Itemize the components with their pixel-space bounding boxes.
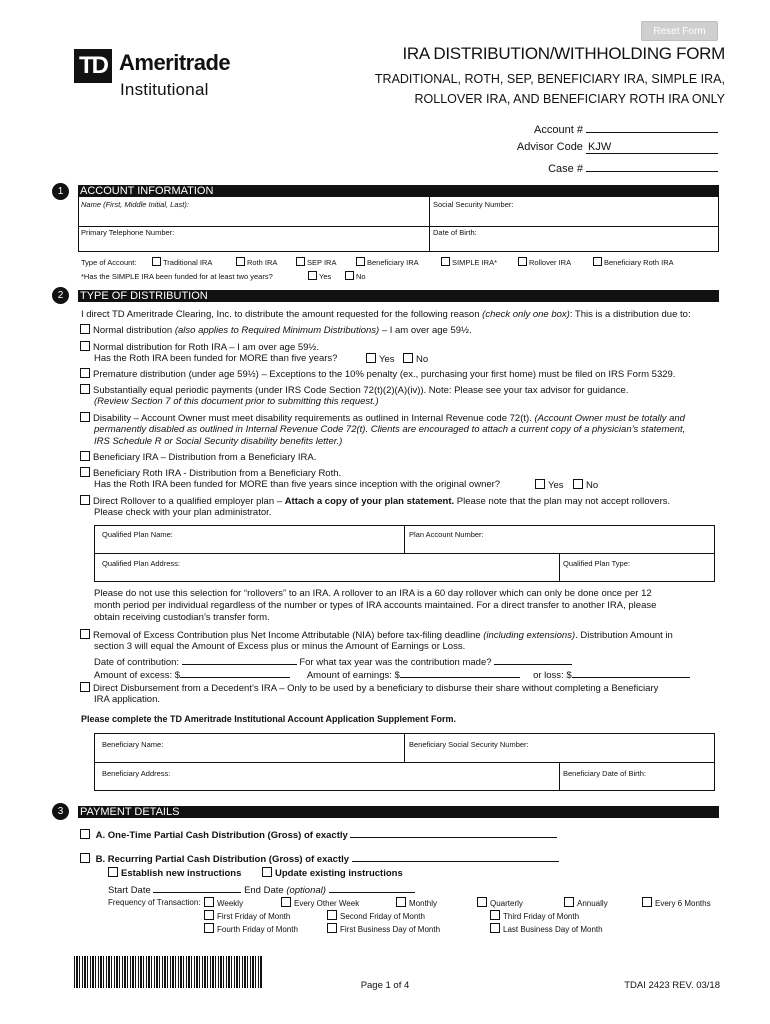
checkbox[interactable] bbox=[490, 923, 500, 933]
start-date-field[interactable] bbox=[153, 882, 241, 893]
text: Update existing instructions bbox=[275, 868, 403, 879]
advisor-code-label: Advisor Code bbox=[516, 141, 583, 153]
simple-yes[interactable] bbox=[308, 271, 331, 281]
loss-field[interactable] bbox=[572, 667, 690, 678]
checkbox[interactable] bbox=[296, 257, 305, 266]
type-label: Rollover IRA bbox=[529, 258, 572, 267]
no-label: No bbox=[586, 480, 599, 491]
text: Has the Roth IRA been funded for MORE than five years? bbox=[94, 353, 338, 364]
subst-note bbox=[94, 396, 379, 408]
case-number-field[interactable] bbox=[586, 161, 718, 172]
text: Please note that the plan may not accept rollovers. bbox=[454, 496, 671, 507]
opt-update[interactable] bbox=[262, 867, 403, 880]
checkbox[interactable] bbox=[80, 829, 90, 839]
text: IRS Schedule R or Social Security disability benefits letter.) bbox=[94, 436, 343, 447]
broth-no[interactable] bbox=[573, 479, 598, 492]
beneficiary-name-field[interactable]: Beneficiary Name: bbox=[102, 740, 164, 749]
checkbox[interactable] bbox=[366, 353, 376, 363]
checkbox[interactable] bbox=[327, 923, 337, 933]
checkbox[interactable] bbox=[441, 257, 450, 266]
roth-no[interactable] bbox=[403, 353, 428, 366]
section-3-header: PAYMENT DETAILS bbox=[78, 806, 719, 818]
type-traditional[interactable] bbox=[152, 257, 212, 267]
checkbox[interactable] bbox=[518, 257, 527, 266]
section-1-header: ACCOUNT INFORMATION bbox=[78, 185, 719, 197]
checkbox[interactable] bbox=[593, 257, 602, 266]
text: section 3 will equal the Amount of Excess plus or minus the Amount of Earnings or Loss. bbox=[94, 641, 466, 652]
account-type-label: Type of Account: bbox=[81, 258, 137, 267]
checkbox[interactable] bbox=[80, 412, 90, 422]
type-label: SIMPLE IRA* bbox=[452, 258, 498, 267]
logo-name: Ameritrade bbox=[119, 50, 231, 75]
excess-amount-field[interactable] bbox=[180, 667, 290, 678]
type-beneficiary-roth[interactable] bbox=[593, 257, 674, 267]
checkbox[interactable] bbox=[80, 324, 90, 334]
text: (including extensions) bbox=[483, 630, 576, 641]
decedent-line-2 bbox=[94, 694, 160, 706]
text: Beneficiary IRA – Distribution from a Beneficiary IRA. bbox=[93, 452, 317, 463]
form-subtitle bbox=[300, 69, 725, 109]
checkbox[interactable] bbox=[262, 867, 272, 877]
form-title: IRA DISTRIBUTION/WITHHOLDING FORM bbox=[402, 44, 725, 63]
removal-line-2 bbox=[94, 641, 465, 653]
form-code: TDAI 2423 REV. 03/18 bbox=[624, 980, 720, 991]
section-3-number: 3 bbox=[52, 803, 69, 820]
text: (also applies to Required Minimum Distributions) bbox=[174, 325, 380, 336]
section-2-header: TYPE OF DISTRIBUTION bbox=[78, 290, 719, 302]
account-label: Account # bbox=[534, 124, 583, 136]
rollover-note-2 bbox=[94, 600, 656, 612]
rollover-note-3 bbox=[94, 612, 270, 624]
checkbox[interactable] bbox=[535, 479, 545, 489]
text: Date of contribution: bbox=[94, 657, 180, 668]
text: Quarterly bbox=[490, 899, 523, 908]
date-contribution-field[interactable] bbox=[182, 654, 297, 665]
name-label: Name (First, Middle Initial, Last): bbox=[81, 200, 189, 209]
page-number: Page 1 of 4 bbox=[360, 980, 410, 991]
type-sep[interactable] bbox=[296, 257, 336, 267]
text: Attach a copy of your plan statement. bbox=[284, 496, 455, 507]
no-label: No bbox=[416, 354, 429, 365]
type-beneficiary[interactable] bbox=[356, 257, 419, 267]
beneficiary-ssn-field[interactable]: Beneficiary Social Security Number: bbox=[409, 740, 529, 749]
divider bbox=[404, 733, 405, 762]
divider bbox=[559, 553, 560, 582]
text: Weekly bbox=[217, 899, 244, 908]
checkbox[interactable] bbox=[204, 910, 214, 920]
text: For what tax year was the contribution made? bbox=[299, 657, 492, 668]
text: or loss: $ bbox=[533, 670, 572, 681]
text: Beneficiary Roth IRA - Distribution from a Beneficiary Roth. bbox=[93, 468, 342, 479]
rollover-note-1 bbox=[94, 588, 652, 600]
recurring-amount-field[interactable] bbox=[352, 851, 559, 862]
earnings-field[interactable] bbox=[400, 667, 520, 678]
text: Removal of Excess Contribution plus Net Income Attributable (NIA) before tax-filing deadline bbox=[93, 630, 484, 641]
logo-subtitle: Institutional bbox=[120, 80, 209, 99]
opt-recurring[interactable] bbox=[80, 851, 559, 866]
complete-supplement-note: Please complete the TD Ameritrade Institutional Account Application Supplement Form. bbox=[81, 714, 457, 724]
text: Direct Disbursement from a Decedent’s IRA – Only to be used by a beneficiary to disburse their share without completing a Beneficiary bbox=[93, 683, 659, 694]
checkbox[interactable] bbox=[80, 682, 90, 692]
checkbox[interactable] bbox=[356, 257, 365, 266]
tax-year-field[interactable] bbox=[494, 654, 572, 665]
checkbox[interactable] bbox=[108, 867, 118, 877]
text: I direct TD Ameritrade Clearing, Inc. to distribute the amount requested for the following reason bbox=[81, 309, 483, 320]
checkbox[interactable] bbox=[204, 923, 214, 933]
broth-yes[interactable] bbox=[535, 479, 564, 492]
opt-decedent[interactable] bbox=[80, 682, 658, 695]
dates-row bbox=[108, 882, 415, 897]
text: Amount of excess: $ bbox=[94, 670, 181, 681]
type-label: SEP IRA bbox=[307, 258, 337, 267]
checkbox[interactable] bbox=[573, 479, 583, 489]
text: (optional) bbox=[286, 885, 326, 896]
text: Has the Roth IRA been funded for MORE than five years since inception with the original owner? bbox=[94, 479, 501, 490]
type-label: Traditional IRA bbox=[163, 258, 213, 267]
phone-field[interactable]: Primary Telephone Number: bbox=[81, 228, 175, 237]
text: Normal distribution bbox=[93, 325, 175, 336]
text: Premature distribution (under age 59½) – Exceptions to the 10% penalty (ex., purchasing your first home) must be filed on IRS Form 5329. bbox=[93, 369, 676, 380]
yes-label: Yes bbox=[379, 354, 395, 365]
text: End Date bbox=[244, 885, 287, 896]
divider bbox=[404, 525, 405, 554]
checkbox[interactable] bbox=[80, 384, 90, 394]
checkbox[interactable] bbox=[80, 451, 90, 461]
subtitle-line-1: TRADITIONAL, ROTH, SEP, BENEFICIARY IRA, SIMPLE IRA, bbox=[374, 72, 725, 86]
text: Start Date bbox=[108, 885, 151, 896]
text: Last Business Day of Month bbox=[503, 925, 603, 934]
opt-beneficiary-ira[interactable] bbox=[80, 451, 316, 464]
checkbox[interactable] bbox=[80, 495, 90, 505]
ssn-field[interactable]: Social Security Number: bbox=[433, 200, 514, 209]
checkbox[interactable] bbox=[403, 353, 413, 363]
reset-form-button[interactable]: Reset Form bbox=[641, 21, 718, 41]
checkbox[interactable] bbox=[327, 910, 337, 920]
type-rollover[interactable] bbox=[518, 257, 571, 267]
checkbox[interactable] bbox=[281, 897, 291, 907]
advisor-code-field[interactable]: KJW bbox=[586, 143, 718, 154]
text: . Distribution Amount in bbox=[575, 630, 673, 641]
freq-every-other-week[interactable] bbox=[281, 897, 359, 908]
type-label: Beneficiary Roth IRA bbox=[604, 258, 674, 267]
account-number-field[interactable] bbox=[586, 122, 718, 133]
text: Direct Rollover to a qualified employer plan – bbox=[93, 496, 285, 507]
case-label: Case # bbox=[548, 163, 583, 175]
freq-quarterly[interactable] bbox=[477, 897, 523, 908]
text: IRA application. bbox=[94, 694, 161, 705]
text: – I am over age 59½. bbox=[379, 325, 472, 336]
distribution-intro bbox=[81, 309, 691, 321]
text: Every Other Week bbox=[294, 899, 360, 908]
yes-label: Yes bbox=[319, 272, 332, 281]
text: (Account Owner must be totally and bbox=[534, 413, 685, 424]
text: Monthly bbox=[409, 899, 438, 908]
case-number-row bbox=[318, 161, 718, 175]
checkbox[interactable] bbox=[80, 368, 90, 378]
text: permanently disabled as outlined in Internal Revenue Code 72(t). Clients are encouraged to attach a current copy of a physician’s statement, bbox=[94, 424, 686, 435]
beneficiary-dob-field[interactable]: Beneficiary Date of Birth: bbox=[563, 769, 646, 778]
plan-account-field[interactable]: Plan Account Number: bbox=[409, 530, 484, 539]
checkbox[interactable] bbox=[564, 897, 574, 907]
type-simple[interactable] bbox=[441, 257, 497, 267]
broth-funded-question bbox=[94, 479, 500, 491]
roth-funded-question bbox=[94, 353, 337, 365]
text: Second Friday of Month bbox=[340, 912, 425, 921]
type-label: Beneficiary IRA bbox=[367, 258, 419, 267]
name-field[interactable] bbox=[81, 200, 189, 209]
checkbox[interactable] bbox=[642, 897, 652, 907]
checkbox[interactable] bbox=[308, 271, 317, 280]
section-1-number: 1 bbox=[52, 183, 69, 200]
divider bbox=[559, 762, 560, 791]
type-label: Roth IRA bbox=[247, 258, 278, 267]
checkbox[interactable] bbox=[236, 257, 245, 266]
text: Normal distribution for Roth IRA – I am over age 59½. bbox=[93, 342, 319, 353]
text: Establish new instructions bbox=[121, 868, 242, 879]
disability-line-3 bbox=[94, 436, 342, 448]
text: obtain receiving custodian’s transfer form. bbox=[94, 612, 270, 623]
yes-label: Yes bbox=[548, 480, 564, 491]
text: B. Recurring Partial Cash Distribution (Gross) of exactly bbox=[95, 854, 350, 865]
text: (Review Section 7 of this document prior to submitting this request.) bbox=[94, 396, 379, 407]
end-date-field[interactable] bbox=[329, 882, 415, 893]
text: : This is a distribution due to: bbox=[569, 309, 691, 320]
simple-no[interactable] bbox=[345, 271, 366, 281]
checkbox[interactable] bbox=[80, 629, 90, 639]
text: Please check with your plan administrator. bbox=[94, 507, 272, 518]
checkbox[interactable] bbox=[80, 467, 90, 477]
barcode bbox=[74, 956, 262, 988]
subtitle-line-2: ROLLOVER IRA, AND BENEFICIARY ROTH IRA ONLY bbox=[414, 92, 725, 106]
amounts-row bbox=[94, 667, 690, 682]
text: Every 6 Months bbox=[655, 899, 711, 908]
text: Fourth Friday of Month bbox=[217, 925, 298, 934]
disability-line-2 bbox=[94, 424, 685, 436]
opt-establish[interactable] bbox=[108, 867, 241, 880]
text: Disability – Account Owner must meet disability requirements as outlined in Internal Revenue code 72(t). bbox=[93, 413, 535, 424]
day-last-business[interactable] bbox=[490, 923, 603, 934]
section-2-number: 2 bbox=[52, 287, 69, 304]
drr-line-2 bbox=[94, 507, 271, 519]
opt-premature[interactable] bbox=[80, 368, 675, 381]
freq-weekly[interactable] bbox=[204, 897, 243, 908]
freq-every-6-months[interactable] bbox=[642, 897, 711, 908]
frequency-label: Frequency of Transaction: bbox=[108, 898, 201, 907]
account-number-row bbox=[318, 122, 718, 136]
no-label: No bbox=[356, 272, 366, 281]
text: A. One-Time Partial Cash Distribution (Gross) of exactly bbox=[95, 830, 348, 841]
checkbox[interactable] bbox=[80, 853, 90, 863]
text: Amount of earnings: $ bbox=[306, 670, 400, 681]
day-fourth-friday[interactable] bbox=[204, 923, 298, 934]
plan-address-field[interactable]: Qualified Plan Address: bbox=[102, 559, 180, 568]
checkbox[interactable] bbox=[204, 897, 214, 907]
day-first-business[interactable] bbox=[327, 923, 440, 934]
text: Please do not use this selection for “rollovers” to an IRA. A rollover to an IRA is a 60 day rollover which can only be done once per 12 bbox=[94, 588, 652, 599]
text: Third Friday of Month bbox=[503, 912, 580, 921]
day-second-friday[interactable] bbox=[327, 910, 425, 921]
checkbox[interactable] bbox=[80, 341, 90, 351]
one-time-amount-field[interactable] bbox=[350, 827, 557, 838]
simple-funded-question bbox=[81, 272, 273, 281]
text: month period per individual regardless of the number or types of IRA accounts maintained. For a direct transfer to another IRA, please bbox=[94, 600, 657, 611]
day-third-friday[interactable] bbox=[490, 910, 579, 921]
question-text: *Has the SIMPLE IRA been funded for at least two years? bbox=[81, 272, 273, 281]
advisor-code-row bbox=[318, 141, 718, 154]
checkbox[interactable] bbox=[152, 257, 161, 266]
checkbox[interactable] bbox=[490, 910, 500, 920]
checkbox[interactable] bbox=[477, 897, 487, 907]
checkbox[interactable] bbox=[345, 271, 354, 280]
plan-type-field[interactable]: Qualified Plan Type: bbox=[563, 559, 630, 568]
dob-field[interactable]: Date of Birth: bbox=[433, 228, 477, 237]
freq-monthly[interactable] bbox=[396, 897, 437, 908]
opt-one-time[interactable] bbox=[80, 827, 557, 842]
divider bbox=[94, 762, 715, 763]
plan-name-field[interactable]: Qualified Plan Name: bbox=[102, 530, 173, 539]
text: Annually bbox=[577, 899, 608, 908]
type-roth[interactable] bbox=[236, 257, 277, 267]
text: (check only one box) bbox=[482, 309, 570, 320]
text: First Friday of Month bbox=[217, 912, 291, 921]
text: First Business Day of Month bbox=[340, 925, 441, 934]
checkbox[interactable] bbox=[396, 897, 406, 907]
opt-normal[interactable] bbox=[80, 324, 472, 337]
day-first-friday[interactable] bbox=[204, 910, 290, 921]
text: Substantially equal periodic payments (under IRS Code Section 72(t)(2)(A)(iv)). Note: Please see your tax advisor for guidance. bbox=[93, 385, 629, 396]
freq-annually[interactable] bbox=[564, 897, 608, 908]
roth-yes[interactable] bbox=[366, 353, 395, 366]
beneficiary-address-field[interactable]: Beneficiary Address: bbox=[102, 769, 171, 778]
td-logo-text: TD bbox=[79, 52, 107, 79]
